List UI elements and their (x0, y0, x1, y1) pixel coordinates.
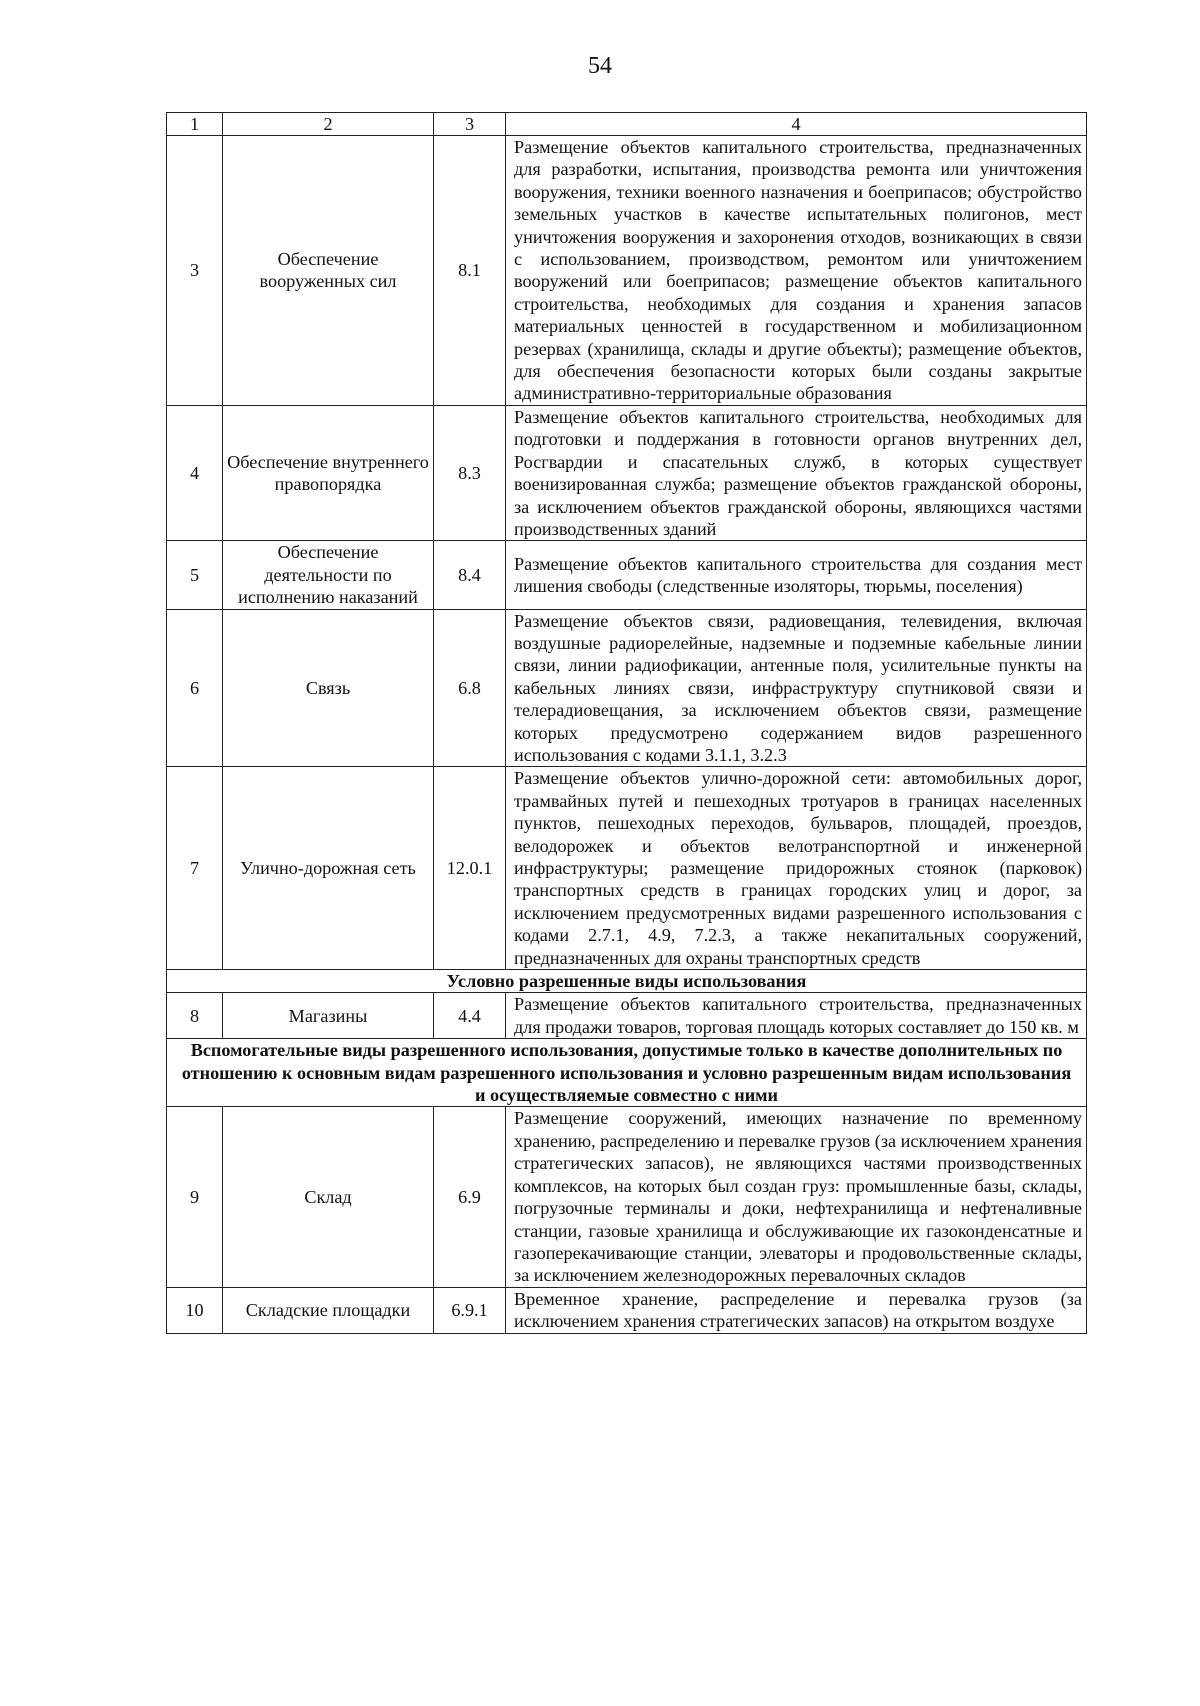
use-name-cell: Обеспечение вооруженных сил (223, 136, 434, 406)
section-header-row (167, 970, 1087, 993)
use-description-cell: Размещение объектов капитального строительства, необходимых для подготовки и поддержания в готовности органов внутренних дел, Росгвардии и спасательных служб, в которых существует военизированная служба; размещение объектов гражданской обороны, за исключением объектов гражданской обороны, являющихся частями производственных зданий (506, 405, 1087, 540)
table-row (167, 405, 1087, 540)
row-number-cell: 10 (167, 1287, 223, 1333)
row-number-cell: 6 (167, 609, 223, 767)
use-description-cell: Размещение объектов капитального строительства, предназначенных для продажи товаров, торговая площадь которых составляет до 150 кв. м (506, 993, 1087, 1039)
row-number-cell: 9 (167, 1107, 223, 1287)
use-description-cell: Размещение объектов связи, радиовещания, телевидения, включая воздушные радиорелейные, надземные и подземные кабельные линии связи, линии радиофикации, антенные поля, усилительные пункты на кабельных линиях связи, инфраструктуру спутниковой связи и телерадиовещания, за исключением объектов связи, размещение которых предусмотрено содержанием видов разрешенного использования с кодами 3.1.1, 3.2.3 (506, 609, 1087, 767)
row-number-cell: 4 (167, 405, 223, 540)
use-name-cell: Магазины (223, 993, 434, 1039)
use-code-cell: 6.9.1 (434, 1287, 506, 1333)
use-name-cell: Улично-дорожная сеть (223, 767, 434, 970)
use-description-cell: Временное хранение, распределение и перевалка грузов (за исключением хранения стратегических запасов) на открытом воздухе (506, 1287, 1087, 1333)
section-title: Условно разрешенные виды использования (167, 970, 1087, 993)
row-number-cell: 8 (167, 993, 223, 1039)
use-code-cell: 4.4 (434, 993, 506, 1039)
table-row (167, 1107, 1087, 1287)
use-code-cell: 8.1 (434, 136, 506, 406)
table-row (167, 136, 1087, 406)
row-number-cell: 3 (167, 136, 223, 406)
section-title: Вспомогательные виды разрешенного использования, допустимые только в качестве дополнительных по отношению к основным видам разрешенного использования и условно разрешенным видам использования и осуществляемые совместно с ними (167, 1039, 1087, 1107)
table-row (167, 609, 1087, 767)
section-header-row (167, 1039, 1087, 1107)
header-row (167, 113, 1087, 136)
table-row (167, 1287, 1087, 1333)
use-description-cell: Размещение объектов улично-дорожной сети: автомобильных дорог, трамвайных путей и пешеходных тротуаров в границах населенных пунктов, пешеходных переходов, бульваров, площадей, проездов, велодорожек и объектов велотранспортной и инженерной инфраструктуры; размещение придорожных стоянок (парковок) транспортных средств в границах городских улиц и дорог, за исключением предусмотренных видами разрешенного использования с кодами 2.7.1, 4.9, 7.2.3, а также некапитальных сооружений, предназначенных для охраны транспортных средств (506, 767, 1087, 970)
header-cell: 4 (506, 113, 1087, 136)
use-code-cell: 12.0.1 (434, 767, 506, 970)
use-description-cell: Размещение сооружений, имеющих назначение по временному хранению, распределению и перевалке грузов (за исключением хранения стратегических запасов), не являющихся частями производственных комплексов, на которых был создан груз: промышленные базы, склады, погрузочные терминалы и доки, нефтехранилища и нефтеналивные станции, газовые хранилища и обслуживающие их газоконденсатные и газоперекачивающие станции, элеваторы и продовольственные склады, за исключением железнодорожных перевалочных складов (506, 1107, 1087, 1287)
row-number-cell: 7 (167, 767, 223, 970)
table-row (167, 541, 1087, 609)
use-name-cell: Обеспечение внутреннего правопорядка (223, 405, 434, 540)
table-row (167, 767, 1087, 970)
use-name-cell: Склад (223, 1107, 434, 1287)
header-cell: 1 (167, 113, 223, 136)
use-name-cell: Обеспечение деятельности по исполнению наказаний (223, 541, 434, 609)
use-code-cell: 8.3 (434, 405, 506, 540)
use-code-cell: 6.9 (434, 1107, 506, 1287)
table-row (167, 993, 1087, 1039)
land-use-table (166, 112, 1087, 1334)
use-code-cell: 6.8 (434, 609, 506, 767)
header-cell: 3 (434, 113, 506, 136)
use-description-cell: Размещение объектов капитального строительства для создания мест лишения свободы (следственные изоляторы, тюрьмы, поселения) (506, 541, 1087, 609)
use-description-cell: Размещение объектов капитального строительства, предназначенных для разработки, испытания, производства ремонта или уничтожения вооружения, техники военного назначения и боеприпасов; обустройство земельных участков в качестве испытательных полигонов, мест уничтожения вооружения и захоронения отходов, возникающих в связи с использованием, производством, ремонтом или уничтожением вооружений или боеприпасов; размещение объектов капитального строительства, необходимых для создания и хранения запасов материальных ценностей в государственном и мобилизационном резервах (хранилища, склады и другие объекты); размещение объектов, для обеспечения безопасности которых были созданы закрытые административно-территориальные образования (506, 136, 1087, 406)
header-cell: 2 (223, 113, 434, 136)
page-number: 54 (588, 53, 612, 79)
row-number-cell: 5 (167, 541, 223, 609)
use-name-cell: Связь (223, 609, 434, 767)
use-code-cell: 8.4 (434, 541, 506, 609)
use-name-cell: Складские площадки (223, 1287, 434, 1333)
